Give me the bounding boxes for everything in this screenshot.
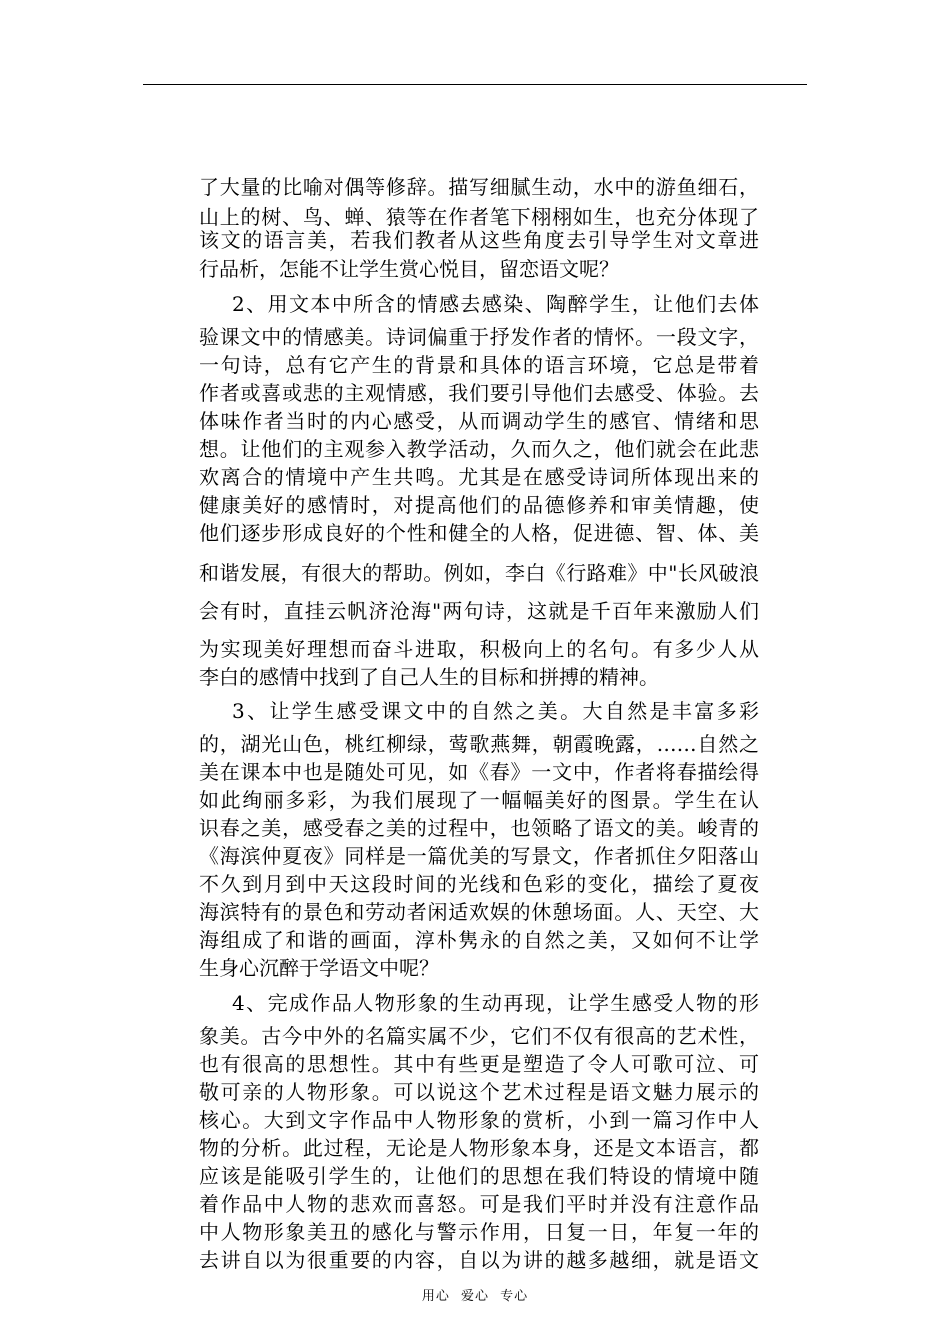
text-line: 美在课本中也是随处可见，如《春》一文中，作者将春描绘得 <box>199 760 759 784</box>
text-line: 识春之美，感受春之美的过程中，也领略了语文的美。峻青的 <box>199 816 759 840</box>
text-line: 验课文中的情感美。诗词偏重于抒发作者的情怀。一段文字， <box>199 325 759 349</box>
text-line: 的，湖光山色，桃红柳绿，莺歌燕舞，朝霞晚露，……自然之 <box>199 732 759 756</box>
text-line: 象美。古今中外的名篇实属不少，它们不仅有很高的艺术性， <box>199 1024 759 1048</box>
text-line: 作者或喜或悲的主观情感，我们要引导他们去感受、体验。去 <box>199 381 759 405</box>
text-line: 如此绚丽多彩，为我们展现了一幅幅美好的图景。学生在认 <box>199 788 759 812</box>
header-rule <box>143 84 807 85</box>
text-line: 为实现美好理想而奋斗进取，积极向上的名句。有多少人从 <box>199 637 759 661</box>
text-line: 不久到月到中天这段时间的光线和色彩的变化，描绘了夏夜 <box>199 872 759 896</box>
text-line: 生身心沉醉于学语文中呢？ <box>199 956 439 980</box>
text-line: 该文的语言美，若我们教者从这些角度去引导学生对文章进 <box>199 228 759 252</box>
text-line: 敬可亲的人物形象。可以说这个艺术过程是语文魅力展示的 <box>199 1080 759 1104</box>
text-line: 和谐发展，有很大的帮助。例如，李白《行路难》中"长风破浪 <box>199 561 759 585</box>
text-line: 《海滨仲夏夜》同样是一篇优美的写景文，作者抓住夕阳落山 <box>199 844 759 868</box>
text-line: 欢离合的情境中产生共鸣。尤其是在感受诗词所体现出来的 <box>199 465 759 489</box>
text-line: 李白的感情中找到了自己人生的目标和拼搏的精神。 <box>199 665 659 689</box>
text-line: 会有时，直挂云帆济沧海"两句诗，这就是千百年来激励人们 <box>199 599 759 623</box>
text-line: 一句诗，总有它产生的背景和具体的语言环境，它总是带着 <box>199 353 759 377</box>
paragraph-heading: 4、完成作品人物形象的生动再现，让学生感受人物的形 <box>232 991 759 1015</box>
text-line: 海滨特有的景色和劳动者闲适欢娱的休憩场面。人、天空、大 <box>199 900 759 924</box>
text-line: 健康美好的感情时，对提高他们的品德修养和审美情趣，使 <box>199 493 759 517</box>
text-line: 应该是能吸引学生的，让他们的思想在我们特设的情境中随 <box>199 1164 759 1188</box>
text-line: 物的分析。此过程，无论是人物形象本身，还是文本语言，都 <box>199 1136 759 1160</box>
text-line: 去讲自以为很重要的内容，自以为讲的越多越细，就是语文 <box>199 1248 759 1272</box>
page-footer: 用心 爱心 专心 <box>421 1289 529 1304</box>
text-line: 着作品中人物的悲欢而喜怒。可是我们平时并没有注意作品 <box>199 1192 759 1216</box>
text-line: 核心。大到文字作品中人物形象的赏析，小到一篇习作中人 <box>199 1108 759 1132</box>
text-line: 行品析，怎能不让学生赏心悦目，留恋语文呢？ <box>199 257 619 281</box>
text-line: 想。让他们的主观参入教学活动，久而久之，他们就会在此悲 <box>199 437 759 461</box>
text-line: 山上的树、鸟、蝉、猿等在作者笔下栩栩如生，也充分体现了 <box>199 205 759 229</box>
text-line: 海组成了和谐的画面，淳朴隽永的自然之美，又如何不让学 <box>199 928 759 952</box>
paragraph-heading: 2、用文本中所含的情感去感染、陶醉学生，让他们去体 <box>232 292 759 316</box>
text-line: 他们逐步形成良好的个性和健全的人格，促进德、智、体、美 <box>199 521 759 545</box>
text-line: 体味作者当时的内心感受，从而调动学生的感官、情绪和思 <box>199 409 759 433</box>
paragraph-heading: 3、让学生感受课文中的自然之美。大自然是丰富多彩 <box>232 699 759 723</box>
text-line: 也有很高的思想性。其中有些更是塑造了令人可歌可泣、可 <box>199 1052 759 1076</box>
text-line: 中人物形象美丑的感化与警示作用，日复一日，年复一年的 <box>199 1220 759 1244</box>
text-line: 了大量的比喻对偶等修辞。描写细腻生动，水中的游鱼细石， <box>199 175 759 199</box>
